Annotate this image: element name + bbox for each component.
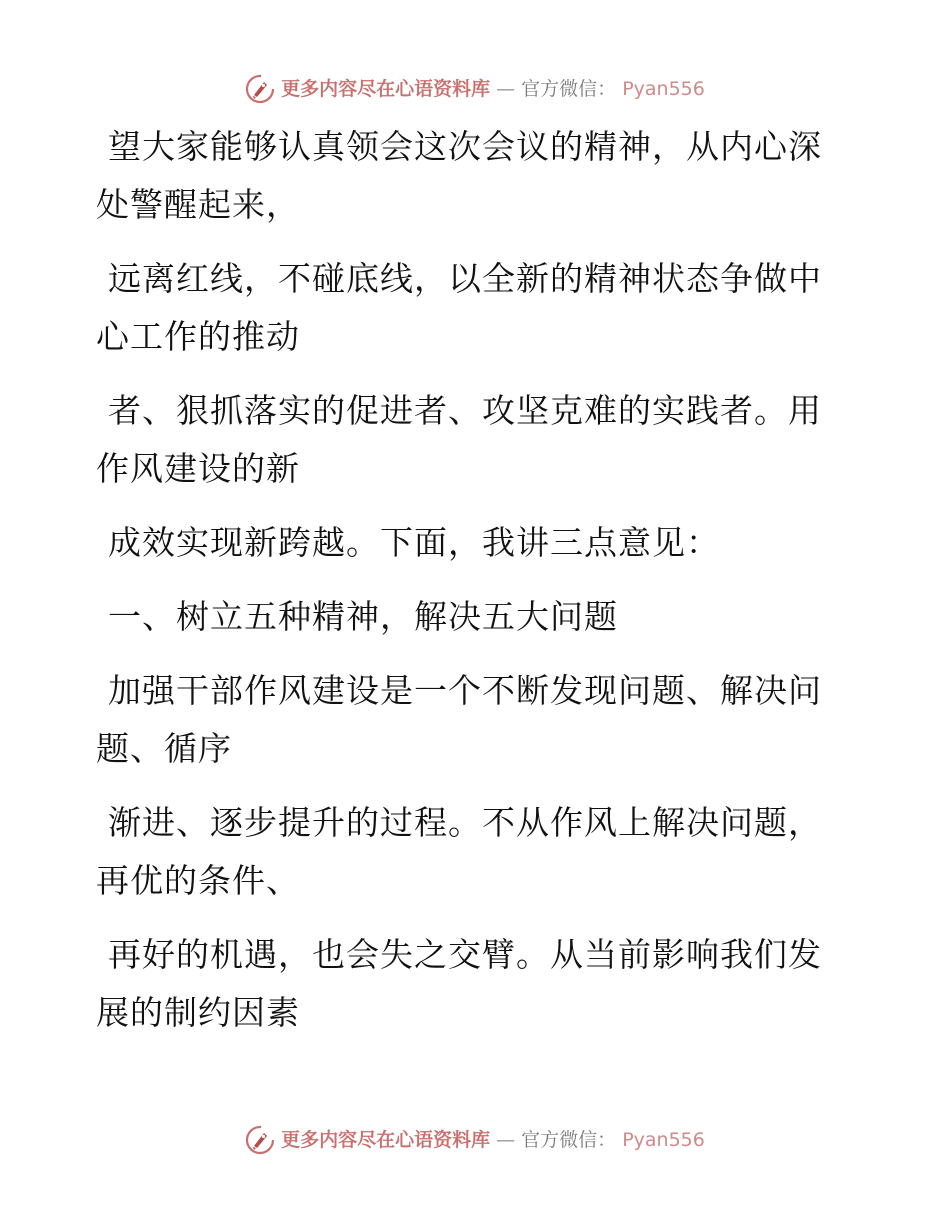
paragraph [96, 794, 836, 910]
paragraph-line: 处警醒起来， [96, 185, 300, 224]
pen-nib-logo-icon [245, 1125, 275, 1155]
site-name: 更多内容尽在心语资料库 [281, 1129, 491, 1151]
paragraph-line: 再优的条件、 [96, 861, 300, 900]
paragraph-line: 再好的机遇，也会失之交臂。从当前影响我们发 [108, 935, 822, 974]
pen-nib-logo-icon [245, 74, 275, 104]
paragraph [96, 514, 836, 572]
paragraph-line: 者、狠抓落实的促进者、攻坚克难的实践者。用 [108, 391, 822, 430]
paragraph-line: 加强干部作风建设是一个不断发现问题、解决问 [108, 671, 822, 710]
banner-separator: — [496, 78, 516, 100]
paragraph [96, 588, 836, 646]
paragraph [96, 662, 836, 778]
paragraph [96, 250, 836, 366]
paragraph-line: 心工作的推动 [96, 317, 300, 356]
banner-separator: — [496, 1129, 516, 1151]
paragraph [96, 118, 836, 234]
paragraph-line: 作风建设的新 [96, 449, 300, 488]
paragraph-line: 一、树立五种精神，解决五大问题 [108, 597, 618, 636]
paragraph [96, 926, 836, 1042]
wechat-id: Pyan556 [622, 78, 705, 100]
wechat-label: 官方微信： [521, 78, 617, 100]
wechat-id: Pyan556 [622, 1129, 705, 1151]
footer-watermark [0, 1125, 950, 1155]
paragraph-line: 望大家能够认真领会这次会议的精神，从内心深 [108, 127, 822, 166]
paragraph [96, 382, 836, 498]
site-name: 更多内容尽在心语资料库 [281, 78, 491, 100]
header-watermark [0, 74, 950, 104]
paragraph-line: 远离红线，不碰底线，以全新的精神状态争做中 [108, 259, 822, 298]
wechat-label: 官方微信： [521, 1129, 617, 1151]
paragraph-line: 题、循序 [96, 729, 232, 768]
paragraph-line: 渐进、逐步提升的过程。不从作风上解决问题， [108, 803, 822, 842]
paragraph-line: 展的制约因素 [96, 993, 300, 1032]
document-body [96, 118, 836, 1058]
paragraph-line: 成效实现新跨越。下面，我讲三点意见： [108, 523, 720, 562]
